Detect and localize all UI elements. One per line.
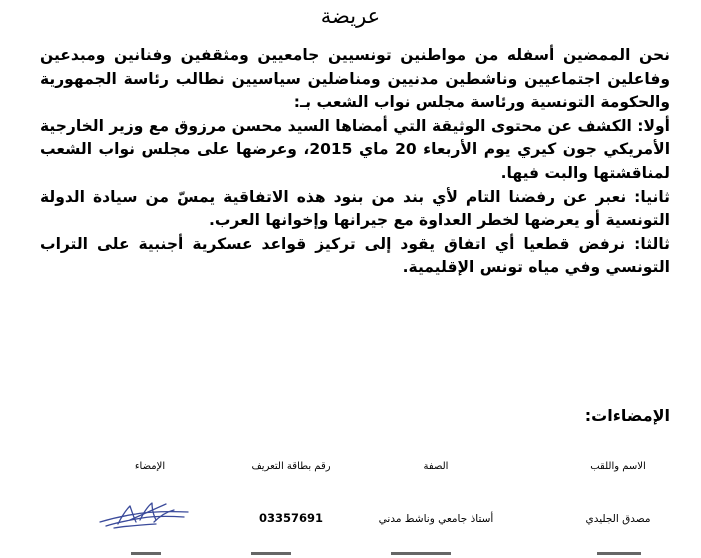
demand-third: ثالثا: نرفض قطعيا أي اتفاق يقود إلى تركيز قواعد عسكرية أجنبية على التراب التونسي وفي مياه تونس الإقليمية. — [40, 234, 670, 277]
handwritten-signature-icon — [96, 500, 192, 532]
demand-first: أولا: الكشف عن محتوى الوثيقة التي أمضاها السيد محسن مرزوق مع وزير الخارجية الأمريكي جون كيري يوم الأربعاء 20 ماي 2015، وعرضها على مجلس نواب الشعب لمناقشتها والبت فيها. — [40, 116, 671, 182]
petition-body — [40, 44, 670, 280]
header-id-number: رقم بطاقة التعريف — [251, 461, 331, 472]
row-title: أستاذ جامعي وناشط مدني — [378, 513, 494, 525]
row-id-number: 03357691 — [258, 511, 323, 525]
header-title: الصفة — [423, 461, 449, 472]
signatures-table — [0, 456, 701, 558]
demand-second: ثانيا: نعبر عن رفضنا التام لأي بند من بنود هذه الاتفاقية يمسّ من سيادة الدولة التونسية أو يعرضها لخطر العداوة مع جيرانها وإخوانها العرب. — [40, 187, 670, 230]
partial-next-row — [0, 552, 701, 558]
intro-paragraph: نحن الممضين أسفله من مواطنين تونسيين جامعيين ومثقفين وفنانين ومبدعين وفاعلين اجتماعيين وناشطين مدنيين ومناضلين سياسيين نطالب رئاسة الجمهورية والحكومة التونسية ورئاسة مجلس نواب الشعب بـ: — [40, 46, 670, 112]
row-name: مصدق الجليدي — [585, 513, 651, 525]
header-signature: الإمضاء — [134, 461, 166, 472]
header-name: الاسم واللقب — [590, 461, 646, 472]
signatures-heading: الإمضاءات: — [584, 406, 670, 425]
document-title: عريضة — [320, 4, 381, 28]
